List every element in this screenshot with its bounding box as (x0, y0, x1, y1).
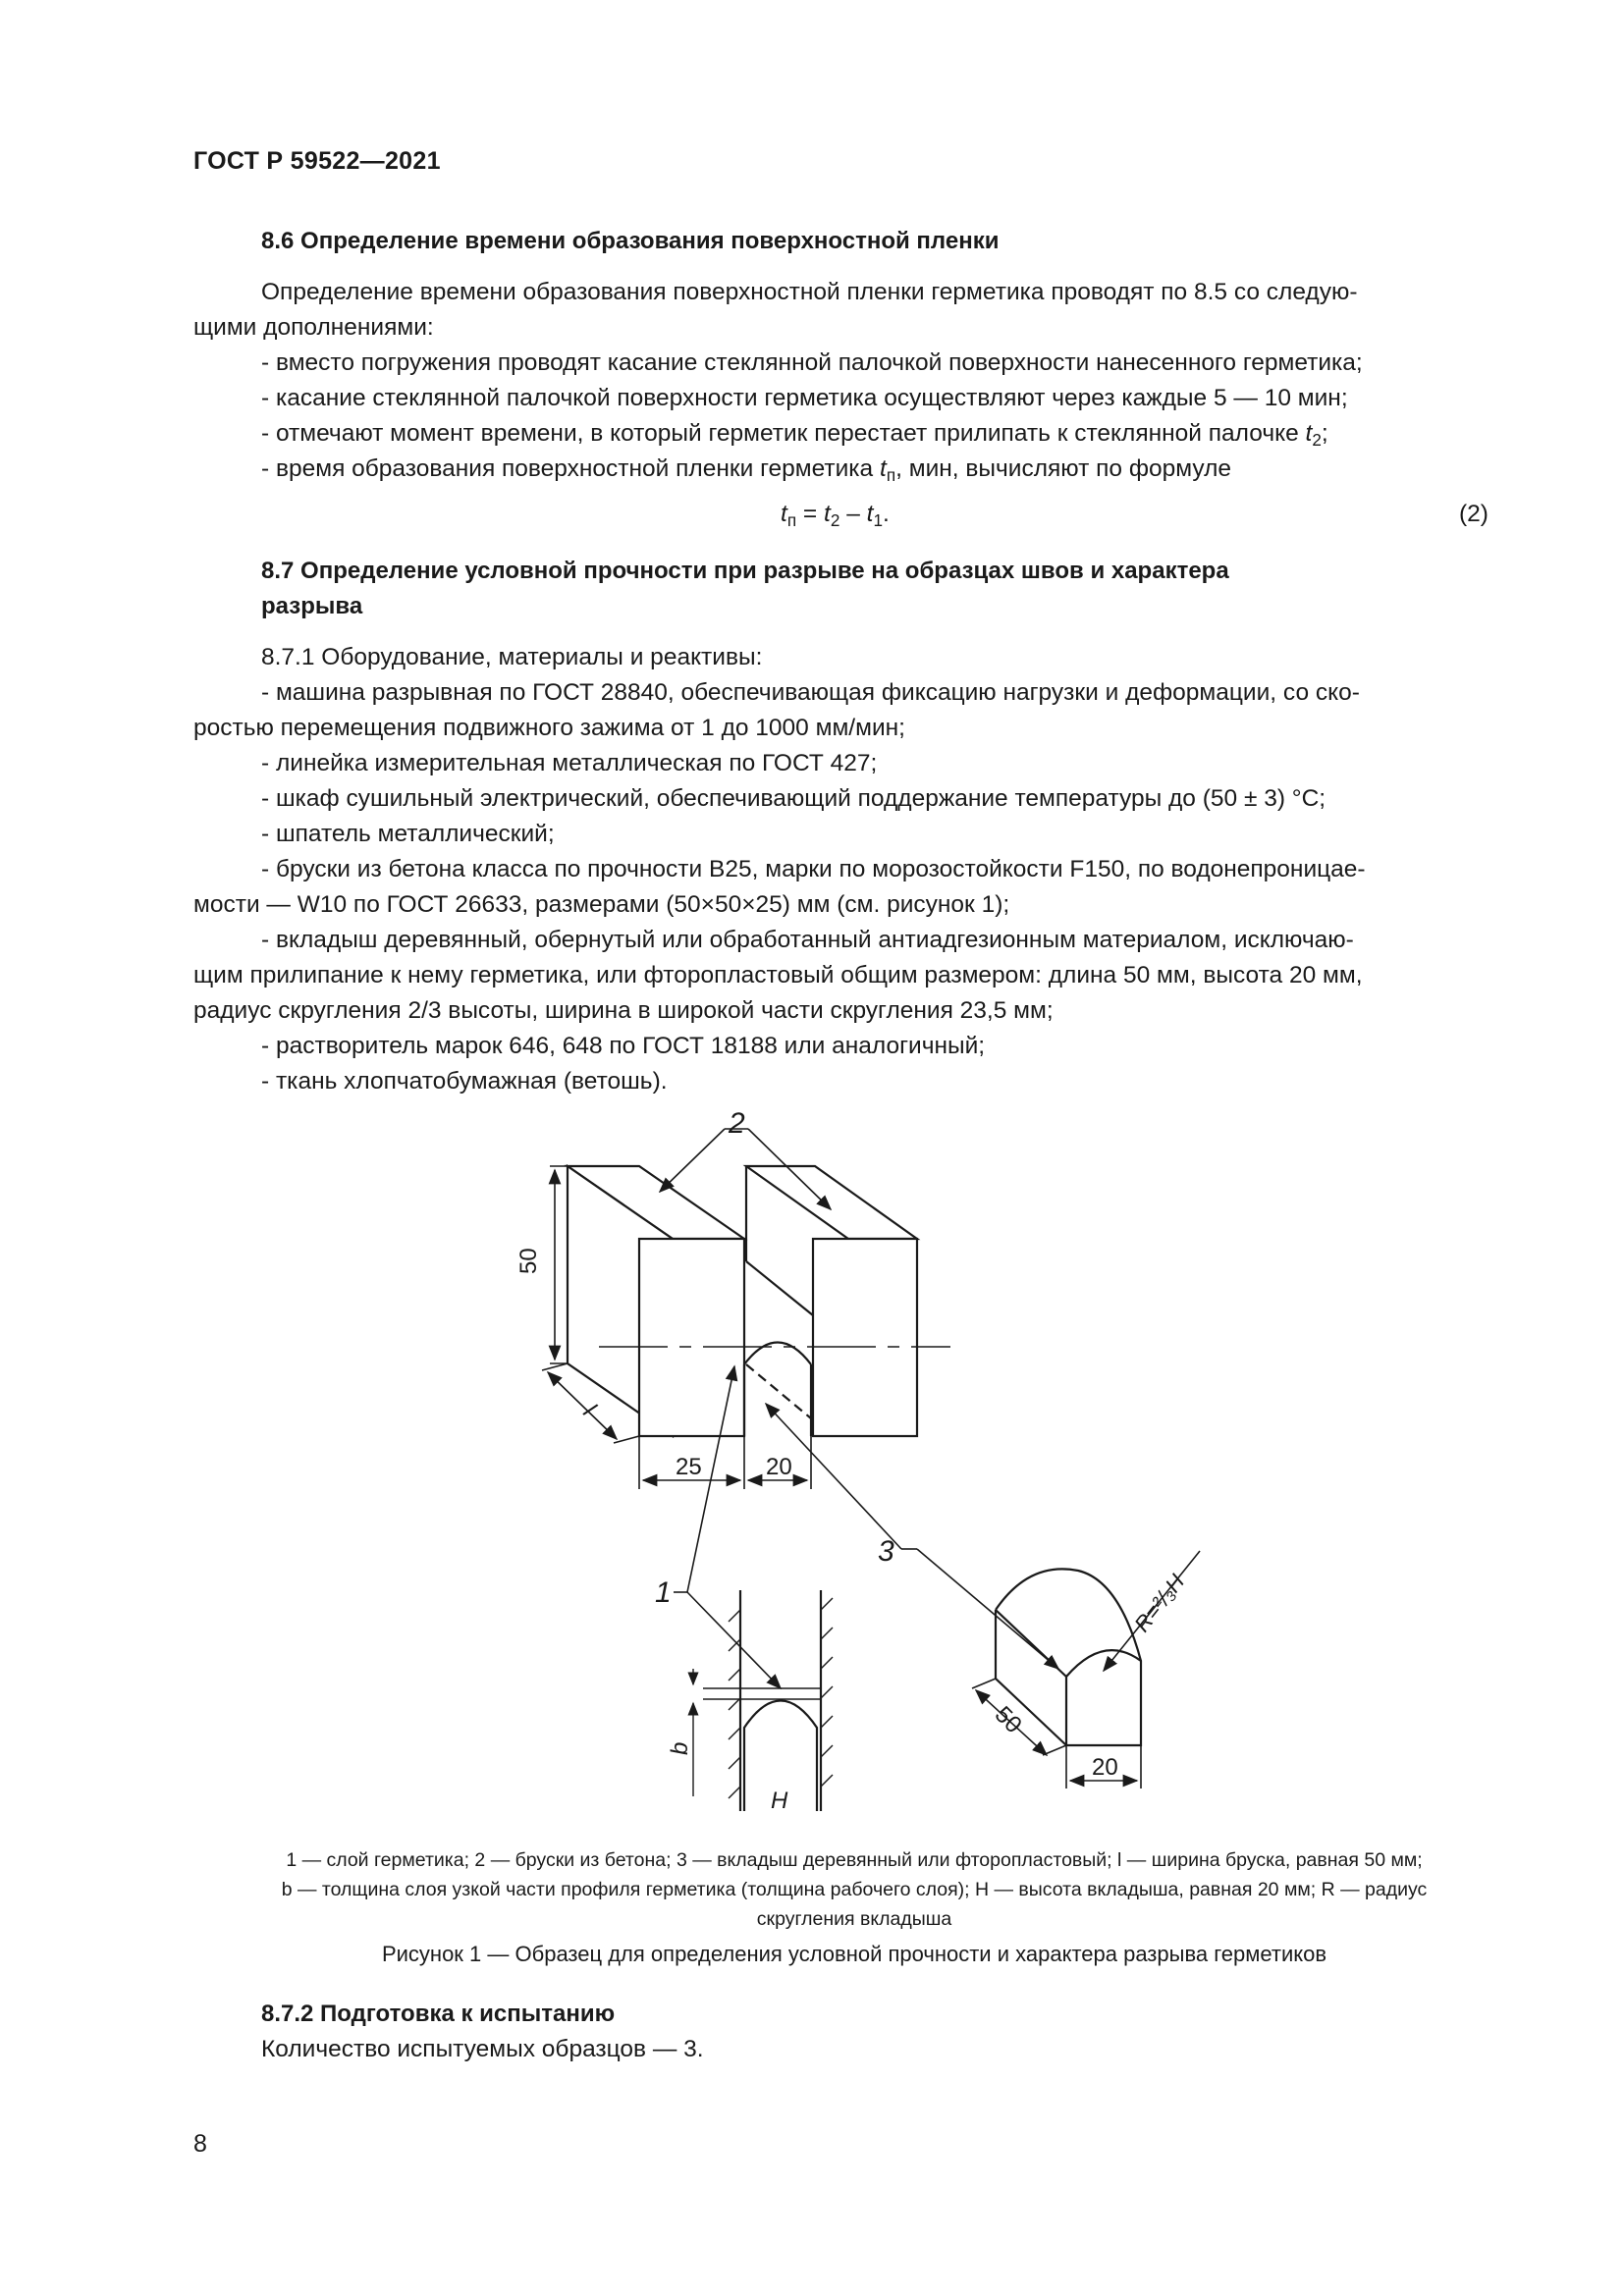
list-item-cont: щим прилипание к нему герметика, или фторопластовый общим размером: длина 50 мм, высота 20 мм, (193, 962, 1363, 988)
section-heading-8-6: 8.6 Определение времени образования поверхностной пленки (261, 228, 1000, 254)
insert-3d-top (996, 1569, 1141, 1661)
list-item: - шкаф сушильный электрический, обеспечивающий поддержание температуры до (50 ± 3) °С; (261, 785, 1326, 812)
figure-title: Рисунок 1 — Образец для определения условной прочности и характера разрыва герметиков (381, 1942, 1327, 1966)
insert-3d-front (1066, 1650, 1141, 1745)
figure-legend (193, 1845, 1515, 1934)
left-block-front-face (639, 1239, 744, 1436)
list-item: - шпатель металлический; (261, 821, 555, 847)
list-item: - линейка измерительная металлическая по ГОСТ 427; (261, 750, 878, 776)
list-item: - время образования поверхностной пленки герметика $t_п$, мин, вычисляют по формуле (261, 455, 1232, 485)
callout-3: 3 (878, 1535, 894, 1568)
dim-insert-20-label: 20 (1092, 1754, 1118, 1781)
section-heading-8-7-2: 8.7.2 Подготовка к испытанию (261, 2001, 616, 2027)
list-item: - машина разрывная по ГОСТ 28840, обеспечивающая фиксацию нагрузки и деформации, со ско- (261, 679, 1360, 706)
list-item: - растворитель марок 646, 648 по ГОСТ 18188 или аналогичный; (261, 1033, 986, 1059)
dim-b-label: b (667, 1741, 693, 1755)
list-item-cont: мости — W10 по ГОСТ 26633, размерами (50×50×25) мм (см. рисунок 1); (193, 891, 1010, 918)
left-wall-hatch (729, 1610, 740, 1798)
dim-20-label: 20 (766, 1454, 792, 1480)
subsection-8-7-1: 8.7.1 Оборудование, материалы и реактивы: (261, 644, 763, 670)
section-heading-8-7: 8.7 Определение условной прочности при разрыве на образцах швов и характера (261, 558, 1229, 584)
paragraph-line: щими дополнениями: (193, 314, 434, 341)
document-code: ГОСТ Р 59522—2021 (193, 147, 441, 175)
list-item-cont: ростью перемещения подвижного зажима от 1 до 1000 мм/мин; (193, 715, 905, 741)
right-block-top-face (746, 1166, 917, 1239)
list-item: - вместо погружения проводят касание стеклянной палочкой поверхности нанесенного герметика; (261, 349, 1363, 376)
list-item: - касание стеклянной палочкой поверхности герметика осуществляют через каждые 5 — 10 мин; (261, 385, 1348, 411)
list-item: - вкладыш деревянный, обернутый или обработанный антиадгезионным материалом, исключаю- (261, 927, 1354, 953)
dim-H-label: H (771, 1788, 788, 1814)
page-number: 8 (193, 2130, 207, 2158)
legend-row: скругления вкладыша (756, 1908, 952, 1930)
callout-1: 1 (655, 1576, 672, 1609)
formula: $t_п = t_2 - t_1$. (781, 501, 890, 530)
dim-insert-50-label: 50 (989, 1701, 1027, 1739)
callout-2: 2 (729, 1107, 745, 1140)
paragraph-line: Определение времени образования поверхностной пленки герметика проводят по 8.5 со следую- (261, 279, 1358, 305)
list-item: - ткань хлопчатобумажная (ветошь). (261, 1068, 668, 1095)
right-block-front-face (813, 1239, 917, 1436)
insert-top-arc (744, 1343, 811, 1365)
dim-l-label: l (577, 1399, 601, 1422)
right-wall-hatch (821, 1598, 833, 1787)
dim-25-label: 25 (676, 1454, 702, 1480)
legend-row: 1 — слой герметика; 2 — бруски из бетона; 3 — вкладыш деревянный или фторопластовый; l — ширина бруска, равная 50 мм; (286, 1849, 1423, 1871)
list-item-cont: радиус скругления 2/3 высоты, ширина в широкой части скругления 23,5 мм; (193, 997, 1054, 1024)
formula-number: (2) (1459, 501, 1489, 527)
section-heading-8-7-cont: разрыва (261, 593, 363, 619)
list-item: - бруски из бетона класса по прочности В25, марки по морозостойкости F150, по водонепроницае- (261, 856, 1366, 882)
paragraph-line: Количество испытуемых образцов — 3. (261, 2036, 704, 2062)
legend-row: b — толщина слоя узкой части профиля герметика (толщина рабочего слоя); H — высота вкладыша, равная 20 мм; R — радиус (281, 1879, 1428, 1900)
dim-50-label: 50 (515, 1248, 542, 1274)
list-item: - отмечают момент времени, в который герметик перестает прилипать к стеклянной палочке $t_2$; (261, 420, 1328, 450)
dim-radius-label: R=²/₃H (1129, 1570, 1190, 1637)
